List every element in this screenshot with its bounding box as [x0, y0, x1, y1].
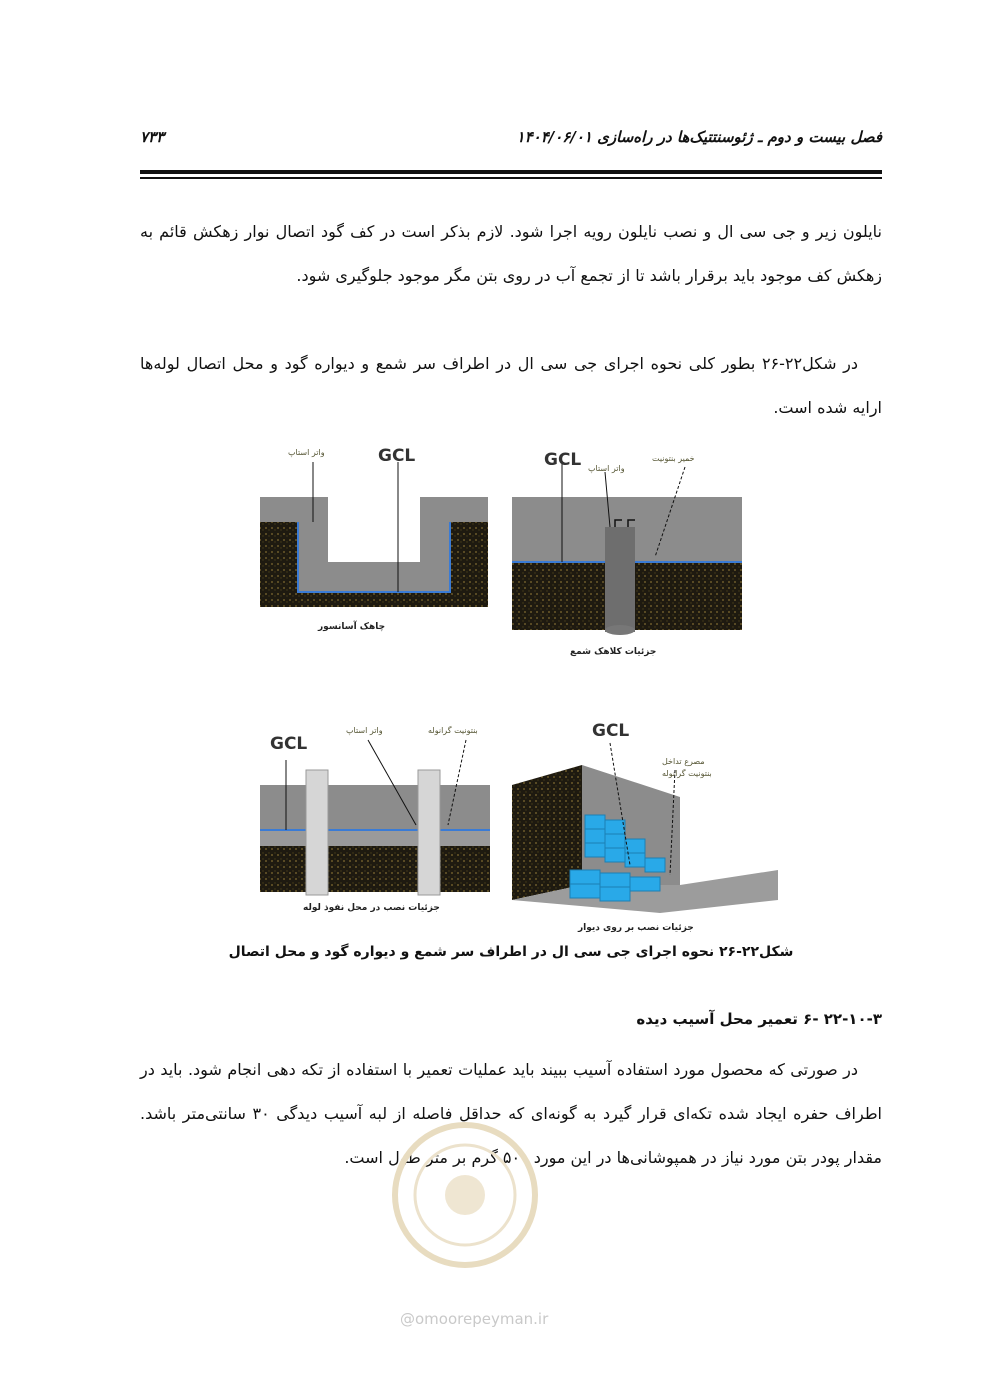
- pipe-label: جزئیات نصب در محل نفوذ لوله: [303, 903, 440, 913]
- wall-installation-drawing: [510, 715, 785, 915]
- header-rule-thin: [140, 177, 882, 179]
- wall-gcl-callout: GCL: [592, 721, 630, 741]
- chapter-title: فصل بیست و دوم ـ ژئوسنتتیک‌ها در راه‌سازی ۱۴۰۴/۰۶/۰۱: [516, 128, 882, 146]
- header-rule-thick: [140, 170, 882, 174]
- wall-bentonite-callout: بنتونیت گرانوله: [662, 769, 712, 778]
- wall-overlap-callout: مصرع تداخل: [662, 757, 705, 766]
- figure-panel-pile-cap: [510, 442, 745, 667]
- section-heading: ۲۲-۱۰-۳ -۶ تعمیر محل آسیب دیده: [636, 1010, 882, 1028]
- elevator-waterstop-callout: واتر استاپ: [288, 448, 325, 457]
- figure-caption: شکل۲۲-۲۶ نحوه اجرای جی سی ال در اطراف سر شمع و دیواره گود و محل اتصال: [228, 944, 794, 960]
- page-number: ۷۳۳: [140, 128, 165, 146]
- pile-cap-waterstop-callout: واتر استاپ: [588, 464, 625, 473]
- page-header: [140, 128, 882, 158]
- elevator-pit-drawing: [258, 442, 490, 642]
- figure-panel-elevator-pit: [258, 442, 490, 642]
- pipe-waterstop-callout: واتر استاپ: [346, 726, 383, 735]
- figure-panel-pipe: [258, 720, 493, 920]
- wall-label: جزئیات نصب بر روی دیوار: [578, 923, 694, 933]
- paragraph-2: در شکل۲۲-۲۶ بطور کلی نحوه اجرای جی سی ال در اطراف سر شمع و دیواره گود و محل اتصال لوله‌ها ارایه شده است.: [140, 354, 882, 417]
- watermark-seal: [385, 1100, 545, 1300]
- section-paragraph: در صورتی که محصول مورد استفاده آسیب ببیند باید عملیات تعمیر با استفاده از تکه دهی انجام شود. باید در اطراف حفره ایجاد شده تکه‌ای قرار گیرد به گونه‌ای که حداقل فاصله از لبه آسیب دیدگی ۳۰ سانتی‌متر باشد. مقدار پودر بتن مورد نیاز در همپوشانی‌ها در این مورد ۵۰۰ گرم بر متر طول است.: [140, 1060, 883, 1167]
- elevator-gcl-callout: GCL: [378, 446, 416, 466]
- pipe-bentonite-callout: بنتونیت گرانوله: [428, 726, 478, 735]
- pipe-gcl-callout: GCL: [270, 734, 308, 754]
- paragraph-1: نایلون زیر و جی سی ال و نصب نایلون رویه اجرا شود. لازم بذکر است در کف گود اتصال نوار زهکش قائم به زهکش کف موجود باید برقرار باشد تا از تجمع آب در روی بتن مگر موجود جلوگیری شود.: [140, 222, 882, 285]
- pile-cap-bentonite-callout: خمیر بنتونیت: [652, 454, 695, 463]
- pile-cap-gcl-callout: GCL: [544, 450, 582, 470]
- pile-cap-drawing: [510, 442, 745, 642]
- pile-cap-label: جزئیات کلاهک شمع: [570, 647, 657, 657]
- figure-panel-wall: [510, 715, 785, 940]
- elevator-pit-label: چاهک آسانسور: [318, 622, 386, 632]
- watermark-text: @omoorepeyman.ir: [400, 1310, 549, 1328]
